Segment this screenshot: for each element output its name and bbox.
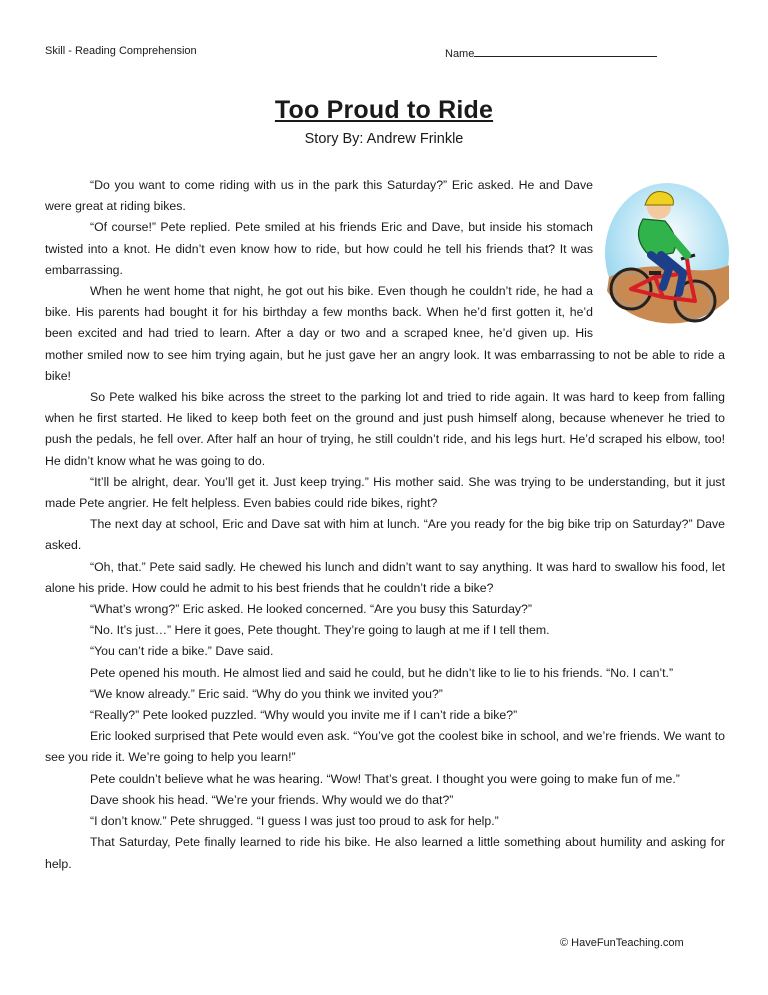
story-paragraph: Dave shook his head. “We’re your friends. Why would we do that?” [90, 792, 454, 807]
story-paragraph: “Of course!” Pete replied. Pete smiled at his friends Eric and Dave, but inside his stomach twisted into a knot. He didn’t even know how to ride, but how could he tell his friends that? It was embarrassing. [45, 220, 593, 277]
story-paragraph: So Pete walked his bike across the street to the parking lot and tried to ride again. It was hard to keep from falling when he first started. He liked to keep both feet on the ground and just push himself along, because whenever he tried to push the pedals, he fell over. After half an hour of trying, he still couldn’t ride, and his legs hurt. He’d scraped his elbow, too! He didn’t know what he was going to do. [45, 390, 725, 468]
story-paragraph: When he went home that night, he got out his bike. Even though he couldn’t ride, he had a bike. His parents had bought it for his birthday a few months back. When he’d first gotten it, he’d been excited and had tried to learn. After a day or two and a scraped knee, he’d given up. His mother smiled now to see him trying again, but he just gave her an angry look. It was embarrassing to not be able to ride a bike! [45, 284, 725, 383]
story-paragraph: That Saturday, Pete finally learned to ride his bike. He also learned a little something about humility and asking for help. [45, 835, 725, 871]
page-header [45, 45, 723, 63]
story-paragraph: “Really?” Pete looked puzzled. “Why would you invite me if I can’t ride a bike?” [90, 708, 518, 723]
name-field[interactable] [445, 45, 657, 60]
story-paragraph: “You can’t ride a bike.” Dave said. [90, 644, 274, 659]
story-author: Story By: Andrew Frinkle [304, 131, 464, 147]
story-paragraph: “Oh, that.” Pete said sadly. He chewed his lunch and didn’t want to say anything. It was hard to swallow his food, let alone his pride. How could he admit to his best friends that he couldn’t ride a bike? [45, 559, 725, 595]
copyright-footer: © HaveFunTeaching.com [560, 937, 684, 949]
story-paragraph: “No. It’s just…” Here it goes, Pete thought. They’re going to laugh at me if I tell them. [90, 623, 550, 638]
skill-label: Skill - Reading Comprehension [45, 45, 197, 57]
story-paragraph: “What’s wrong?” Eric asked. He looked concerned. “Are you busy this Saturday?” [90, 602, 532, 617]
story-paragraph: Pete opened his mouth. He almost lied and said he could, but he didn’t like to lie to his friends. “No. I can’t.” [90, 665, 674, 680]
story-paragraph: Eric looked surprised that Pete would even ask. “You’ve got the coolest bike in school, and we’re friends. We want to see you ride it. We’re going to help you learn!” [45, 729, 725, 765]
boy-riding-bicycle-icon [603, 169, 731, 337]
story-paragraph: “It’ll be alright, dear. You’ll get it. Just keep trying.” His mother said. She was trying to be understanding, but it just made Pete angrier. He felt helpless. Even babies could ride bikes, right? [45, 474, 725, 511]
story-paragraph: “Do you want to come riding with us in the park this Saturday?” Eric asked. He and Dave were great at riding bikes. [45, 178, 593, 214]
story-paragraph: The next day at school, Eric and Dave sat with him at lunch. “Are you ready for the big bike trip on Saturday?” Dave asked. [45, 517, 725, 553]
name-blank-line[interactable] [474, 45, 657, 57]
story-paragraph: “We know already.” Eric said. “Why do you think we invited you?” [90, 686, 443, 701]
name-label: Name [445, 48, 475, 60]
story-body [45, 175, 725, 875]
story-paragraph: Pete couldn’t believe what he was hearing. “Wow! That’s great. I thought you were going to make fun of me.” [90, 771, 680, 786]
story-paragraph: “I don’t know.” Pete shrugged. “I guess I was just too proud to ask for help.” [90, 814, 499, 829]
story-title: Too Proud to Ride [274, 96, 494, 124]
